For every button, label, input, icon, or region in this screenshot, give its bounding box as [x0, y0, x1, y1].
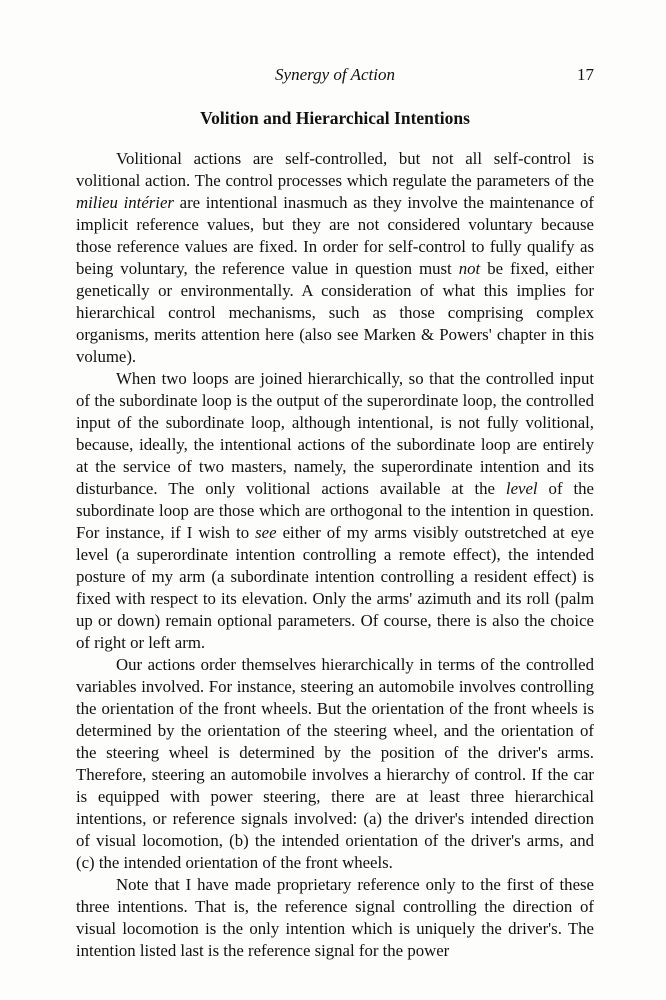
- paragraph-2-text-c: either of my arms visibly outstretched at eye level (a superordinate intention controlling a remote effect), the intended posture of my arm (a subordinate intention controlling a resident effect) is fixed with respect to its elevation. Only the arms' azimuth and its roll (palm up or down) remain optional parameters. Of course, there is also the choice of right or left arm.: [76, 523, 594, 652]
- paragraph-2: [76, 368, 594, 654]
- paragraph-1-text-b: are intentional inasmuch as they involve the maintenance of implicit reference values, but they are not considered voluntary because those reference values are fixed. In order for self-control to fully qualify as being voluntary, the reference value in question must: [76, 193, 594, 278]
- paragraph-1: [76, 148, 594, 368]
- paragraph-3: Our actions order themselves hierarchically in terms of the controlled variables involved. For instance, steering an automobile involves controlling the orientation of the front wheels. But the orientation of the front wheels is determined by the orientation of the steering wheel, and the orientation of the steering wheel is determined by the position of the driver's arms. Therefore, steering an automobile involves a hierarchy of control. If the car is equipped with power steering, there are at least three hierarchical intentions, or reference signals involved: (a) the driver's intended direction of visual locomotion, (b) the intended orientation of the driver's arms, and (c) the intended orientation of the front wheels.: [76, 655, 594, 872]
- running-title: Synergy of Action: [275, 65, 395, 84]
- paragraph-2-text-b: of the subordinate loop are those which are orthogonal to the intention in question. For instance, if I wish to: [76, 479, 595, 542]
- paragraph-2-italic-see: see: [255, 523, 277, 542]
- running-head: [76, 63, 594, 87]
- section-heading: Volition and Hierarchical Intentions: [200, 108, 470, 128]
- body-text: [76, 148, 594, 962]
- paragraph-1-text-a: Volitional actions are self-controlled, but not all self-control is volitional action. The control processes which regulate the parameters of the: [76, 149, 594, 190]
- paragraph-4: Note that I have made proprietary reference only to the first of these three intentions. That is, the reference signal controlling the direction of visual locomotion is the only intention which is uniquely the driver's. The intention listed last is the reference signal for the power: [76, 875, 594, 960]
- paragraph-1-text-c: be fixed, either genetically or environmentally. A consideration of what this implies for hierarchical control mechanisms, such as those comprising complex organisms, merits attention here (also see Marken & Powers' chapter in this volume).: [76, 259, 594, 366]
- page-number: 17: [577, 65, 594, 84]
- paragraph-2-text-a: When two loops are joined hierarchically, so that the controlled input of the subordinate loop is the output of the superordinate loop, the controlled input of the subordinate loop, although intentional, is not fully volitional, because, ideally, the intentional actions of the subordinate loop are entirely at the service of two masters, namely, the superordinate intention and its disturbance. The only volitional actions available at the: [76, 369, 594, 498]
- paragraph-1-italic-milieu: milieu intérier: [76, 193, 174, 212]
- paragraph-2-italic-level: level: [505, 479, 538, 498]
- paragraph-1-italic-not: not: [458, 259, 481, 278]
